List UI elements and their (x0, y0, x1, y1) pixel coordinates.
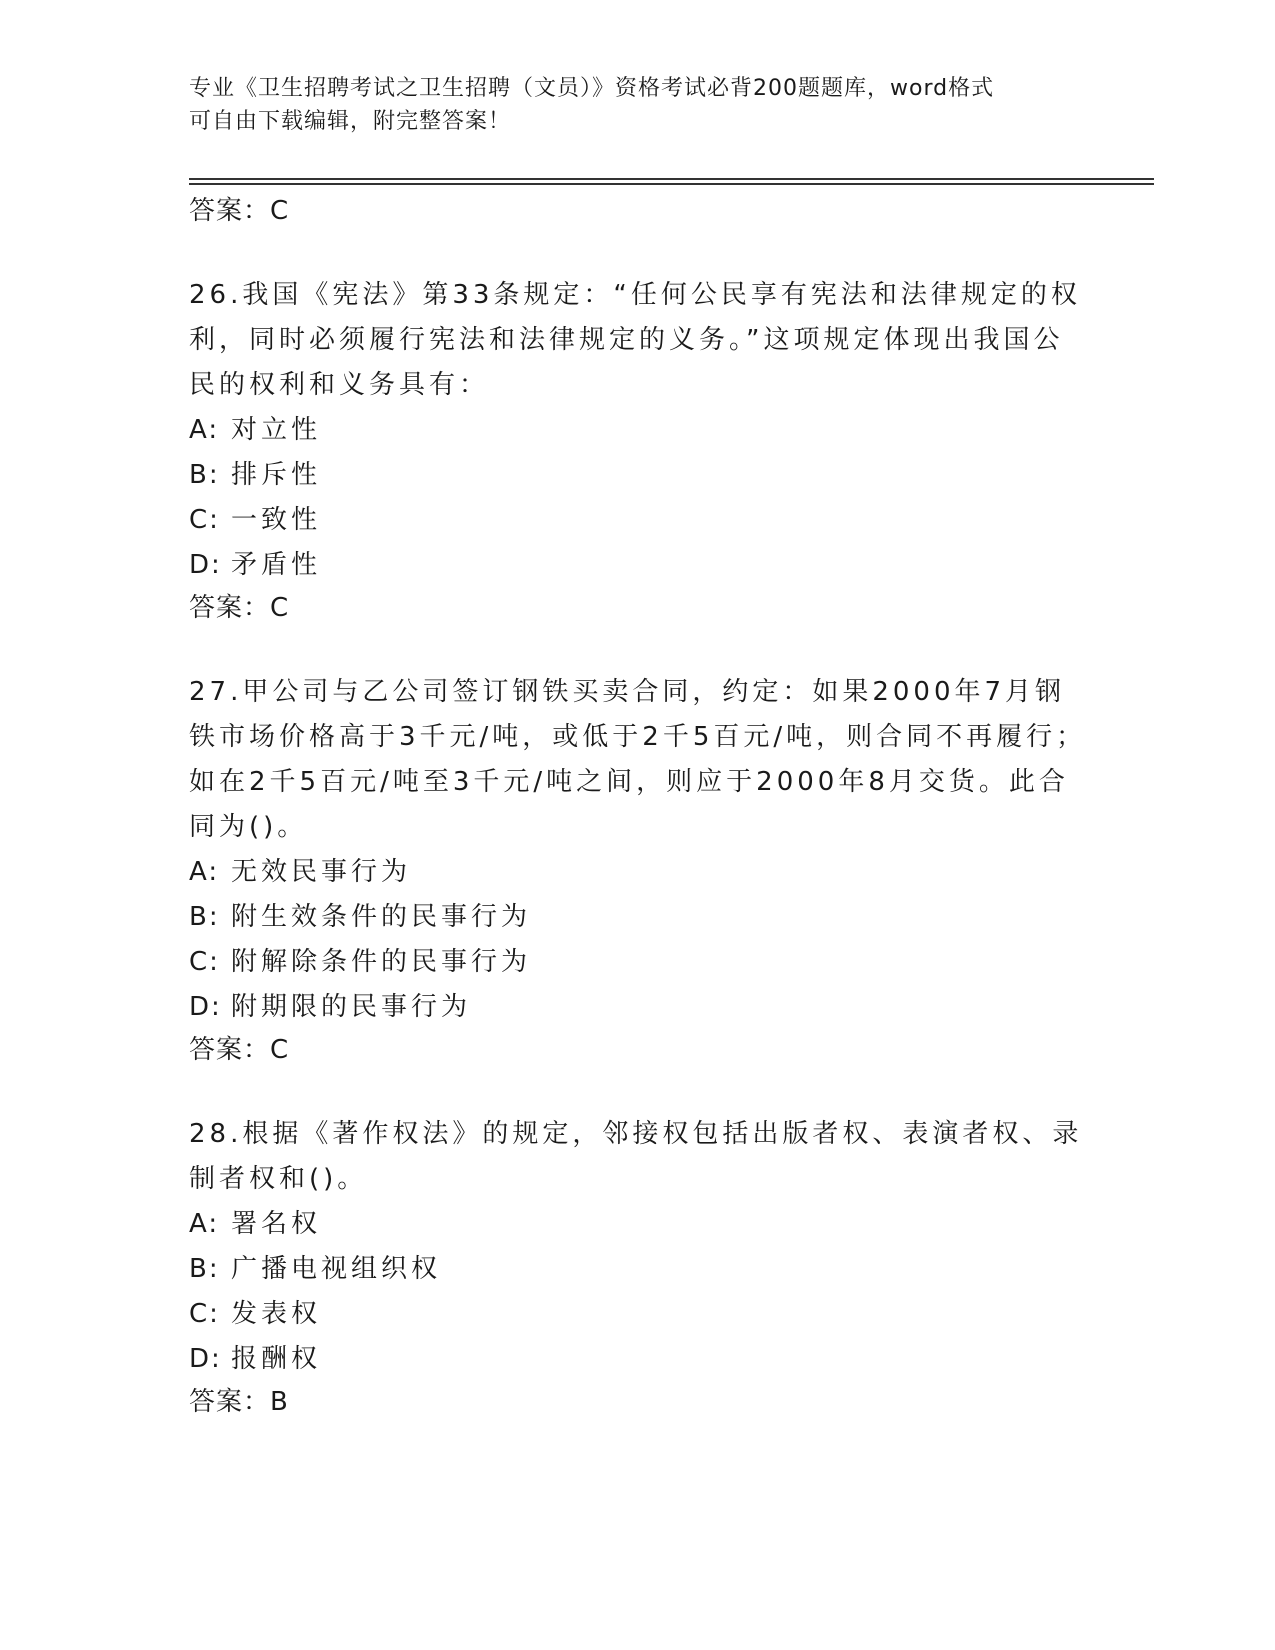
header-line-1: 专业《卫生招聘考试之卫生招聘（文员）》资格考试必背200题题库，word格式 (189, 76, 995, 101)
option-text: 附期限的民事行为 (231, 992, 472, 1022)
option-letter: A: (189, 857, 220, 887)
option-text: 对立性 (231, 415, 322, 445)
question-text: 27.甲公司与乙公司签订钢铁买卖合同，约定：如果2000年7月钢铁市场价格高于3千元/吨，或低于2千5百元/吨，则合同不再履行；如在2千5百元/吨至3千元/吨之间，则应于2000年8月交货。此合同为()。 (189, 677, 1087, 842)
question-text: 26.我国《宪法》第33条规定：“任何公民享有宪法和法律规定的权利，同时必须履行宪法和法律规定的义务。”这项规定体现出我国公民的权利和义务具有： (189, 280, 1081, 400)
option-d (189, 985, 1089, 1030)
option-b (189, 895, 1089, 940)
previous-answer: 答案：C (189, 196, 290, 226)
option-letter: C: (189, 505, 220, 535)
option-d (189, 1337, 1089, 1382)
answer: 答案：C (189, 1035, 290, 1065)
option-letter: B: (189, 902, 220, 932)
option-text: 广播电视组织权 (231, 1254, 442, 1284)
option-c (189, 1292, 1089, 1337)
question-text: 28.根据《著作权法》的规定，邻接权包括出版者权、表演者权、录制者权和()。 (189, 1119, 1083, 1194)
option-text: 一致性 (231, 505, 322, 535)
option-letter: B: (189, 1254, 220, 1284)
option-a (189, 408, 1089, 453)
header-divider-bottom (189, 183, 1154, 185)
option-text: 署名权 (231, 1209, 322, 1239)
option-letter: C: (189, 1299, 220, 1329)
option-text: 附生效条件的民事行为 (231, 902, 532, 932)
option-b (189, 453, 1089, 498)
option-text: 矛盾性 (231, 550, 322, 580)
option-text: 发表权 (231, 1299, 322, 1329)
option-c (189, 498, 1089, 543)
option-letter: A: (189, 1209, 220, 1239)
document-header (189, 72, 1089, 138)
question-27 (189, 670, 1089, 1070)
option-a (189, 850, 1089, 895)
option-letter: B: (189, 460, 220, 490)
option-text: 报酬权 (231, 1344, 322, 1374)
option-letter: C: (189, 947, 220, 977)
option-text: 排斥性 (231, 460, 322, 490)
option-text: 无效民事行为 (231, 857, 412, 887)
option-b (189, 1247, 1089, 1292)
answer: 答案：C (189, 593, 290, 623)
answer: 答案：B (189, 1387, 289, 1417)
question-28 (189, 1112, 1089, 1422)
option-letter: D: (189, 992, 222, 1022)
option-d (189, 543, 1089, 588)
option-letter: A: (189, 415, 220, 445)
option-text: 附解除条件的民事行为 (231, 947, 532, 977)
question-26 (189, 273, 1089, 628)
option-c (189, 940, 1089, 985)
header-line-2: 可自由下载编辑，附完整答案！ (189, 109, 512, 134)
option-letter: D: (189, 550, 222, 580)
question-list (189, 191, 1089, 1422)
header-divider-top (189, 178, 1154, 180)
option-a (189, 1202, 1089, 1247)
option-letter: D: (189, 1344, 222, 1374)
